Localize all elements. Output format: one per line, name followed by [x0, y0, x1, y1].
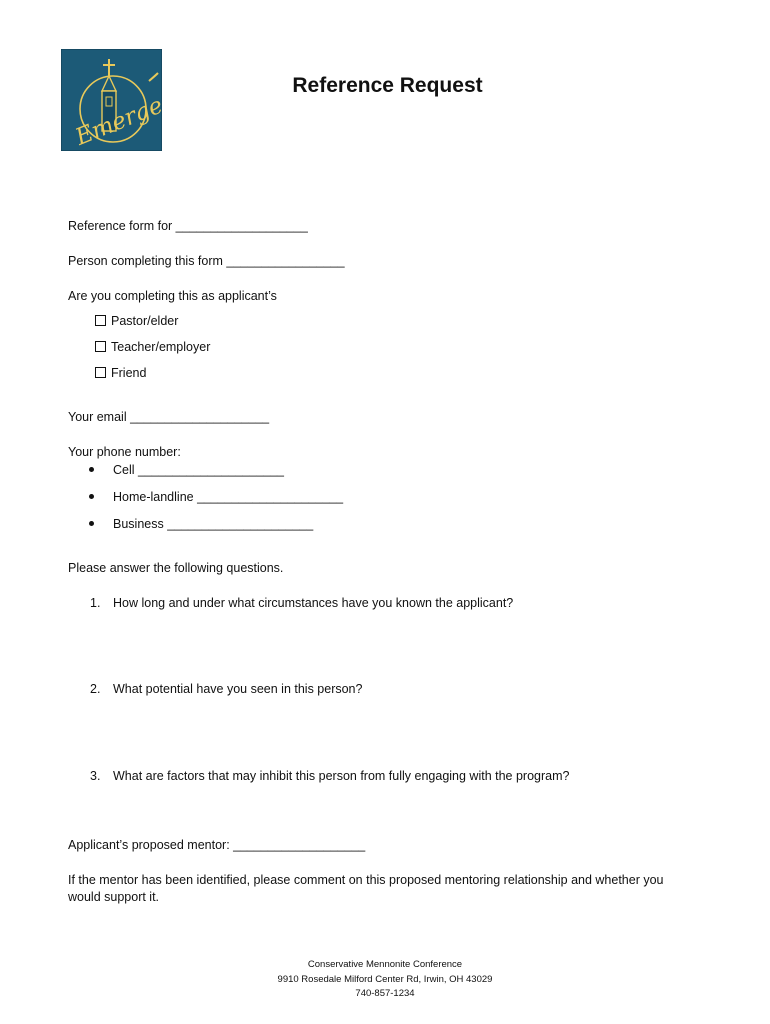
question-1: [90, 595, 513, 611]
question-number: 3.: [90, 769, 101, 783]
phone-business-item: [89, 516, 313, 532]
email-line: Your email ____________________: [68, 410, 270, 424]
bullet: [89, 494, 94, 499]
checkbox[interactable]: [95, 341, 106, 352]
question-text: What are factors that may inhibit this person from fully engaging with the program?: [113, 769, 570, 783]
phone-home-item: [89, 489, 343, 505]
emerge-logo: [61, 49, 162, 151]
option-label: Pastor/elder: [111, 314, 179, 328]
question-number: 1.: [90, 596, 101, 610]
checkbox[interactable]: [95, 315, 106, 326]
reference-for-line: Reference form for ___________________: [68, 219, 308, 233]
phone-label: Your phone number:: [68, 445, 181, 459]
checkbox[interactable]: [95, 367, 106, 378]
logo-graphic: [61, 49, 162, 151]
bullet: [89, 467, 94, 472]
phone-business-line: Business _____________________: [113, 517, 314, 531]
applicant-question: Are you completing this as applicant’s: [68, 289, 277, 303]
mentor-comment-line-2: would support it.: [68, 890, 160, 904]
phone-home-line: Home-landline _____________________: [113, 490, 344, 504]
phone-cell-line: Cell _____________________: [113, 463, 284, 477]
questions-intro: Please answer the following questions.: [68, 561, 284, 575]
question-text: How long and under what circumstances have you known the applicant?: [113, 596, 514, 610]
person-completing-line: Person completing this form _________________: [68, 254, 345, 268]
question-number: 2.: [90, 682, 101, 696]
question-2: [90, 681, 362, 697]
question-3: [90, 768, 569, 784]
logo-text: Emerge: [72, 92, 162, 151]
mentor-line: Applicant’s proposed mentor: ___________________: [68, 838, 366, 852]
option-friend[interactable]: [95, 365, 146, 381]
option-teacher-employer[interactable]: [95, 339, 210, 355]
question-text: What potential have you seen in this person?: [113, 682, 363, 696]
page-title: Reference Request: [292, 74, 483, 97]
option-label: Teacher/employer: [111, 340, 211, 354]
footer-org: Conservative Mennonite Conference: [307, 959, 463, 970]
option-pastor-elder[interactable]: [95, 313, 178, 329]
footer: [0, 958, 770, 1002]
option-label: Friend: [111, 366, 147, 380]
phone-cell-item: [89, 462, 284, 478]
footer-phone: 740-857-1234: [355, 988, 415, 999]
mentor-comment-line-1: If the mentor has been identified, please comment on this proposed mentoring relationship and whether you: [68, 873, 664, 887]
bullet: [89, 521, 94, 526]
footer-address: 9910 Rosedale Milford Center Rd, Irwin, OH 43029: [277, 973, 493, 985]
